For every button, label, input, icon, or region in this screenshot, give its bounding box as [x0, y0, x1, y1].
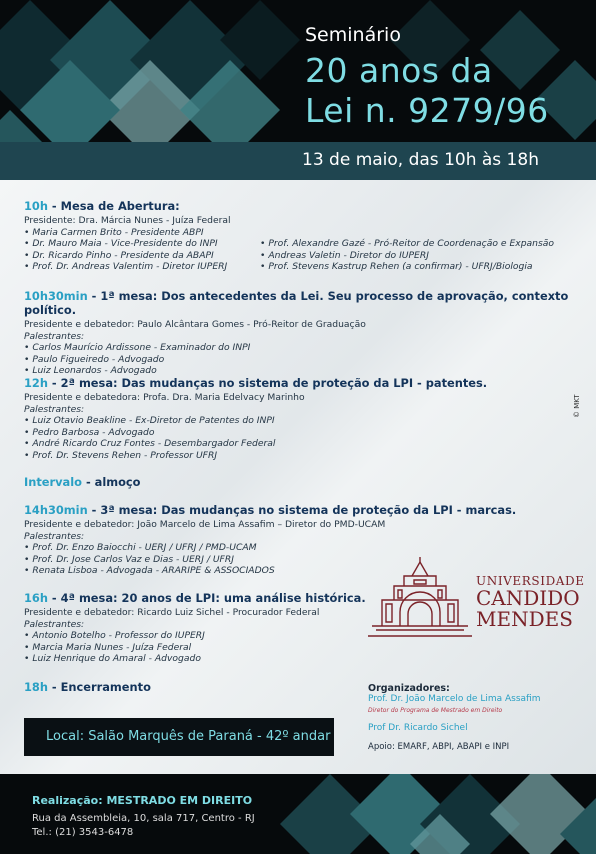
list-item: • Marcia Maria Nunes - Juíza Federal — [24, 641, 192, 653]
session-mesa-2 — [24, 376, 487, 462]
session-time: Intervalo — [24, 475, 82, 489]
organizer-1-role: Diretor do Programa de Mestrado em Direito — [368, 707, 503, 714]
list-item: • Paulo Figueiredo - Advogado — [24, 353, 165, 365]
opening-col-1 — [24, 227, 260, 273]
session-title: - Encerramento — [47, 680, 151, 694]
opening-col-2 — [260, 227, 560, 273]
session-president: Presidente e debatedor: João Marcelo de Lima Assafim – Diretor do PMD-UCAM — [24, 519, 386, 530]
session-title: - 3ª mesa: Das mudanças no sistema de proteção da LPI - marcas. — [87, 503, 517, 517]
list-item: • André Ricardo Cruz Fontes - Desembargador Federal — [24, 438, 276, 450]
list-item: • Dr. Mauro Maia - Vice-Presidente do INPI — [24, 238, 218, 250]
university-name — [476, 574, 585, 630]
phone: Tel.: (21) 3543-6478 — [32, 827, 134, 838]
speakers-label: Palestrantes: — [24, 530, 85, 542]
session-intervalo — [24, 475, 141, 491]
session-title: - Mesa de Abertura: — [47, 199, 180, 213]
list-item: • Prof. Dr. Stevens Rehen - Professor UFRJ — [24, 449, 218, 461]
list-item: • Renata Lisboa - Advogada - ARARIPE & ASSOCIADOS — [24, 565, 275, 577]
list-item: • Prof. Dr. Andreas Valentim - Diretor IUPERJ — [24, 261, 228, 273]
event-date: 13 de maio, das 10h às 18h — [302, 150, 539, 170]
organizers-block — [368, 683, 540, 753]
session-president: Presidente e debatedora: Profa. Dra. Maria Edelvacy Marinho — [24, 392, 305, 403]
header-banner — [0, 0, 596, 180]
speakers-label: Palestrantes: — [24, 618, 85, 630]
session-time: 14h30min — [24, 503, 88, 517]
list-item: • Antonio Botelho - Professor do IUPERJ — [24, 630, 205, 642]
organizer-2: Prof Dr. Ricardo Sichel — [368, 723, 468, 733]
footer-banner — [0, 774, 596, 854]
session-title: - 2ª mesa: Das mudanças no sistema de proteção da LPI - patentes. — [47, 376, 488, 390]
seminar-label: Seminário — [305, 24, 401, 46]
list-item: • Prof. Dr. Enzo Baiocchi - UERJ / UFRJ / PMD-UCAM — [24, 542, 257, 554]
speakers-label: Palestrantes: — [24, 403, 85, 415]
venue-box — [24, 718, 334, 756]
session-mesa-4 — [24, 591, 366, 665]
session-president: Presidente e debatedor: Paulo Alcântara Gomes - Pró-Reitor de Graduação — [24, 319, 366, 330]
title-line-1: 20 anos da — [305, 51, 493, 90]
session-time: 10h — [24, 199, 48, 213]
list-item: • Prof. Stevens Kastrup Rehen (a confirmar) - UFRJ/Biologia — [260, 261, 533, 273]
date-bar — [0, 142, 596, 180]
session-mesa-1 — [24, 289, 596, 377]
address: Rua da Assembleia, 10, sala 717, Centro - RJ — [32, 813, 255, 824]
session-president: Presidente: Dra. Márcia Nunes - Juíza Federal — [24, 215, 231, 226]
session-time: 18h — [24, 680, 48, 694]
list-item: • Luiz Leonardos - Advogado — [24, 365, 157, 377]
list-item: • Luiz Otavio Beakline - Ex-Diretor de Patentes do INPI — [24, 415, 275, 427]
session-title: - almoço — [81, 475, 141, 489]
list-item: • Dr. Ricardo Pinho - Presidente da ABAPI — [24, 249, 214, 261]
organizers-label: Organizadores: — [368, 683, 450, 694]
session-opening — [24, 199, 560, 273]
copyright-note: © MKT — [573, 394, 581, 418]
session-time: 16h — [24, 591, 48, 605]
list-item: • Andreas Valetin - Diretor do IUPERJ — [260, 249, 429, 261]
list-item: • Pedro Barbosa - Advogado — [24, 426, 155, 438]
session-title: - 4ª mesa: 20 anos de LPI: uma análise histórica. — [47, 591, 366, 605]
session-closing — [24, 680, 151, 696]
title-line-2: Lei n. 9279/96 — [305, 91, 549, 130]
university-line-3: MENDES — [476, 607, 573, 631]
support-line: Apoio: EMARF, ABPI, ABAPI e INPI — [368, 742, 510, 752]
session-time: 10h30min — [24, 289, 88, 303]
university-line-2: CANDIDO — [476, 586, 580, 610]
session-title: - 1ª mesa: Dos antecedentes da Lei. Seu processo de aprovação, contexto político. — [24, 289, 569, 317]
university-line-1: UNIVERSIDADE — [476, 574, 585, 588]
list-item: • Carlos Maurício Ardissone - Examinador do INPI — [24, 342, 251, 354]
organizer-1: Prof. Dr. João Marcelo de Lima Assafim — [368, 694, 541, 704]
list-item: • Prof. Dr. Jose Carlos Vaz e Dias - UERJ / UFRJ — [24, 553, 234, 565]
speakers-label: Palestrantes: — [24, 330, 85, 342]
organizer-program: Realização: MESTRADO EM DIREITO — [32, 794, 253, 807]
venue-text: Local: Salão Marquês de Paraná - 42º andar — [46, 729, 331, 744]
list-item: • Prof. Alexandre Gazé - Pró-Reitor de Coordenação e Expansão — [260, 238, 555, 250]
session-time: 12h — [24, 376, 48, 390]
session-president: Presidente e debatedor: Ricardo Luiz Sichel - Procurador Federal — [24, 607, 320, 618]
list-item: • Luiz Henrique do Amaral - Advogado — [24, 653, 201, 665]
list-item: • Maria Carmen Brito - Presidente ABPI — [24, 226, 204, 238]
